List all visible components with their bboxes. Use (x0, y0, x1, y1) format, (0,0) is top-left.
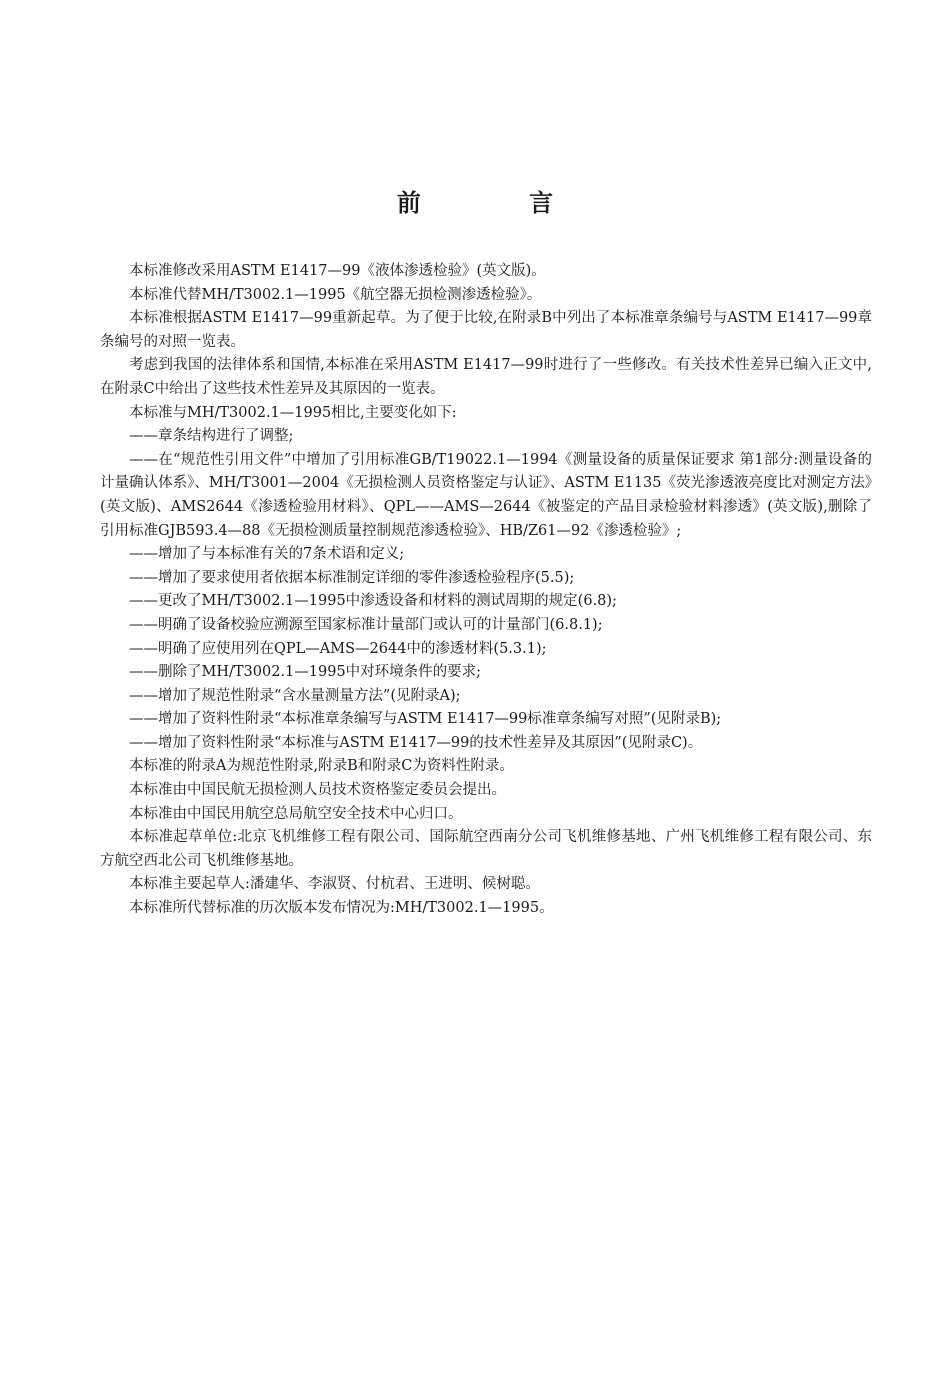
paragraph-adoption: 本标准修改采用ASTM E1417—99《液体渗透检验》(英文版)。 (129, 263, 546, 279)
change-item: ——增加了要求使用者依据本标准制定详细的零件渗透检验程序(5.5); (129, 569, 575, 586)
change-item: ——增加了资料性附录“本标准章条编写与ASTM E1417—99标准章条编写对照”(见附录B); (129, 711, 722, 728)
paragraph-proposed-by: 本标准由中国民航无损检测人员技术资格鉴定委员会提出。 (129, 782, 506, 799)
change-item: ——更改了MH/T3002.1—1995中渗透设备和材料的测试周期的规定(6.8); (129, 593, 617, 610)
paragraph-administered-by: 本标准由中国民用航空总局航空安全技术中心归口。 (129, 805, 463, 822)
change-item: ——增加了规范性附录“含水量测量方法”(见附录A); (129, 687, 461, 704)
paragraph-modifications: 考虑到我国的法律体系和国情,本标准在采用ASTM E1417—99时进行了一些修改。有关技术性差异已编入正文中,在附录C中给出了这些技术性差异及其原因的一览表。 (100, 357, 872, 397)
paragraph-changes-intro: 本标准与MH/T3002.1—1995相比,主要变化如下: (129, 404, 457, 421)
change-item: ——删除了MH/T3002.1—1995中对环境条件的要求; (129, 664, 482, 681)
change-item: ——明确了应使用列在QPL—AMS—2644中的渗透材料(5.3.1); (129, 640, 547, 657)
paragraph-redrafted: 本标准根据ASTM E1417—99重新起草。为了便于比较,在附录B中列出了本标准章条编号与ASTM E1417—99章条编号的对照一览表。 (100, 310, 872, 350)
page-title: 前 言 (396, 188, 604, 217)
foreword-body (100, 260, 872, 921)
change-item: ——明确了设备校验应溯源至国家标准计量部门或认可的计量部门(6.8.1); (129, 616, 603, 633)
paragraph-replaces: 本标准代替MH/T3002.1—1995《航空器无损检测渗透检验》。 (129, 286, 542, 303)
change-item: ——增加了与本标准有关的7条术语和定义; (129, 546, 405, 563)
paragraph-appendices: 本标准的附录A为规范性附录,附录B和附录C为资料性附录。 (129, 758, 514, 775)
paragraph-drafting-units: 本标准起草单位:北京飞机维修工程有限公司、国际航空西南分公司飞机维修基地、广州飞机维修工程有限公司、东方航空西北公司飞机维修基地。 (100, 829, 872, 869)
change-item: ——在“规范性引用文件”中增加了引用标准GB/T19022.1—1994《测量设备的质量保证要求 第1部分:测量设备的计量确认体系》、MH/T3001—2004《无损检测人员资格鉴定与认证》、ASTM E1135《荧光渗透液亮度比对测定方法》(英文版)、AMS2644《渗透检验用材料》、QPL——AMS—2644《被鉴定的产品目录检验材料渗透》(英文版),删除了引用标准GJB593.4—88《无损检测质量控制规范渗透检验》、HB/Z61—92《渗透检验》; (100, 451, 872, 539)
paragraph-drafters: 本标准主要起草人:潘建华、李淑贤、付杭君、王进明、候树聪。 (129, 876, 540, 893)
change-item: ——增加了资料性附录“本标准与ASTM E1417—99的技术性差异及其原因”(见附录C)。 (129, 734, 703, 751)
paragraph-previous-editions: 本标准所代替标准的历次版本发布情况为:MH/T3002.1—1995。 (129, 900, 554, 917)
change-item: ——章条结构进行了调整; (129, 428, 294, 445)
